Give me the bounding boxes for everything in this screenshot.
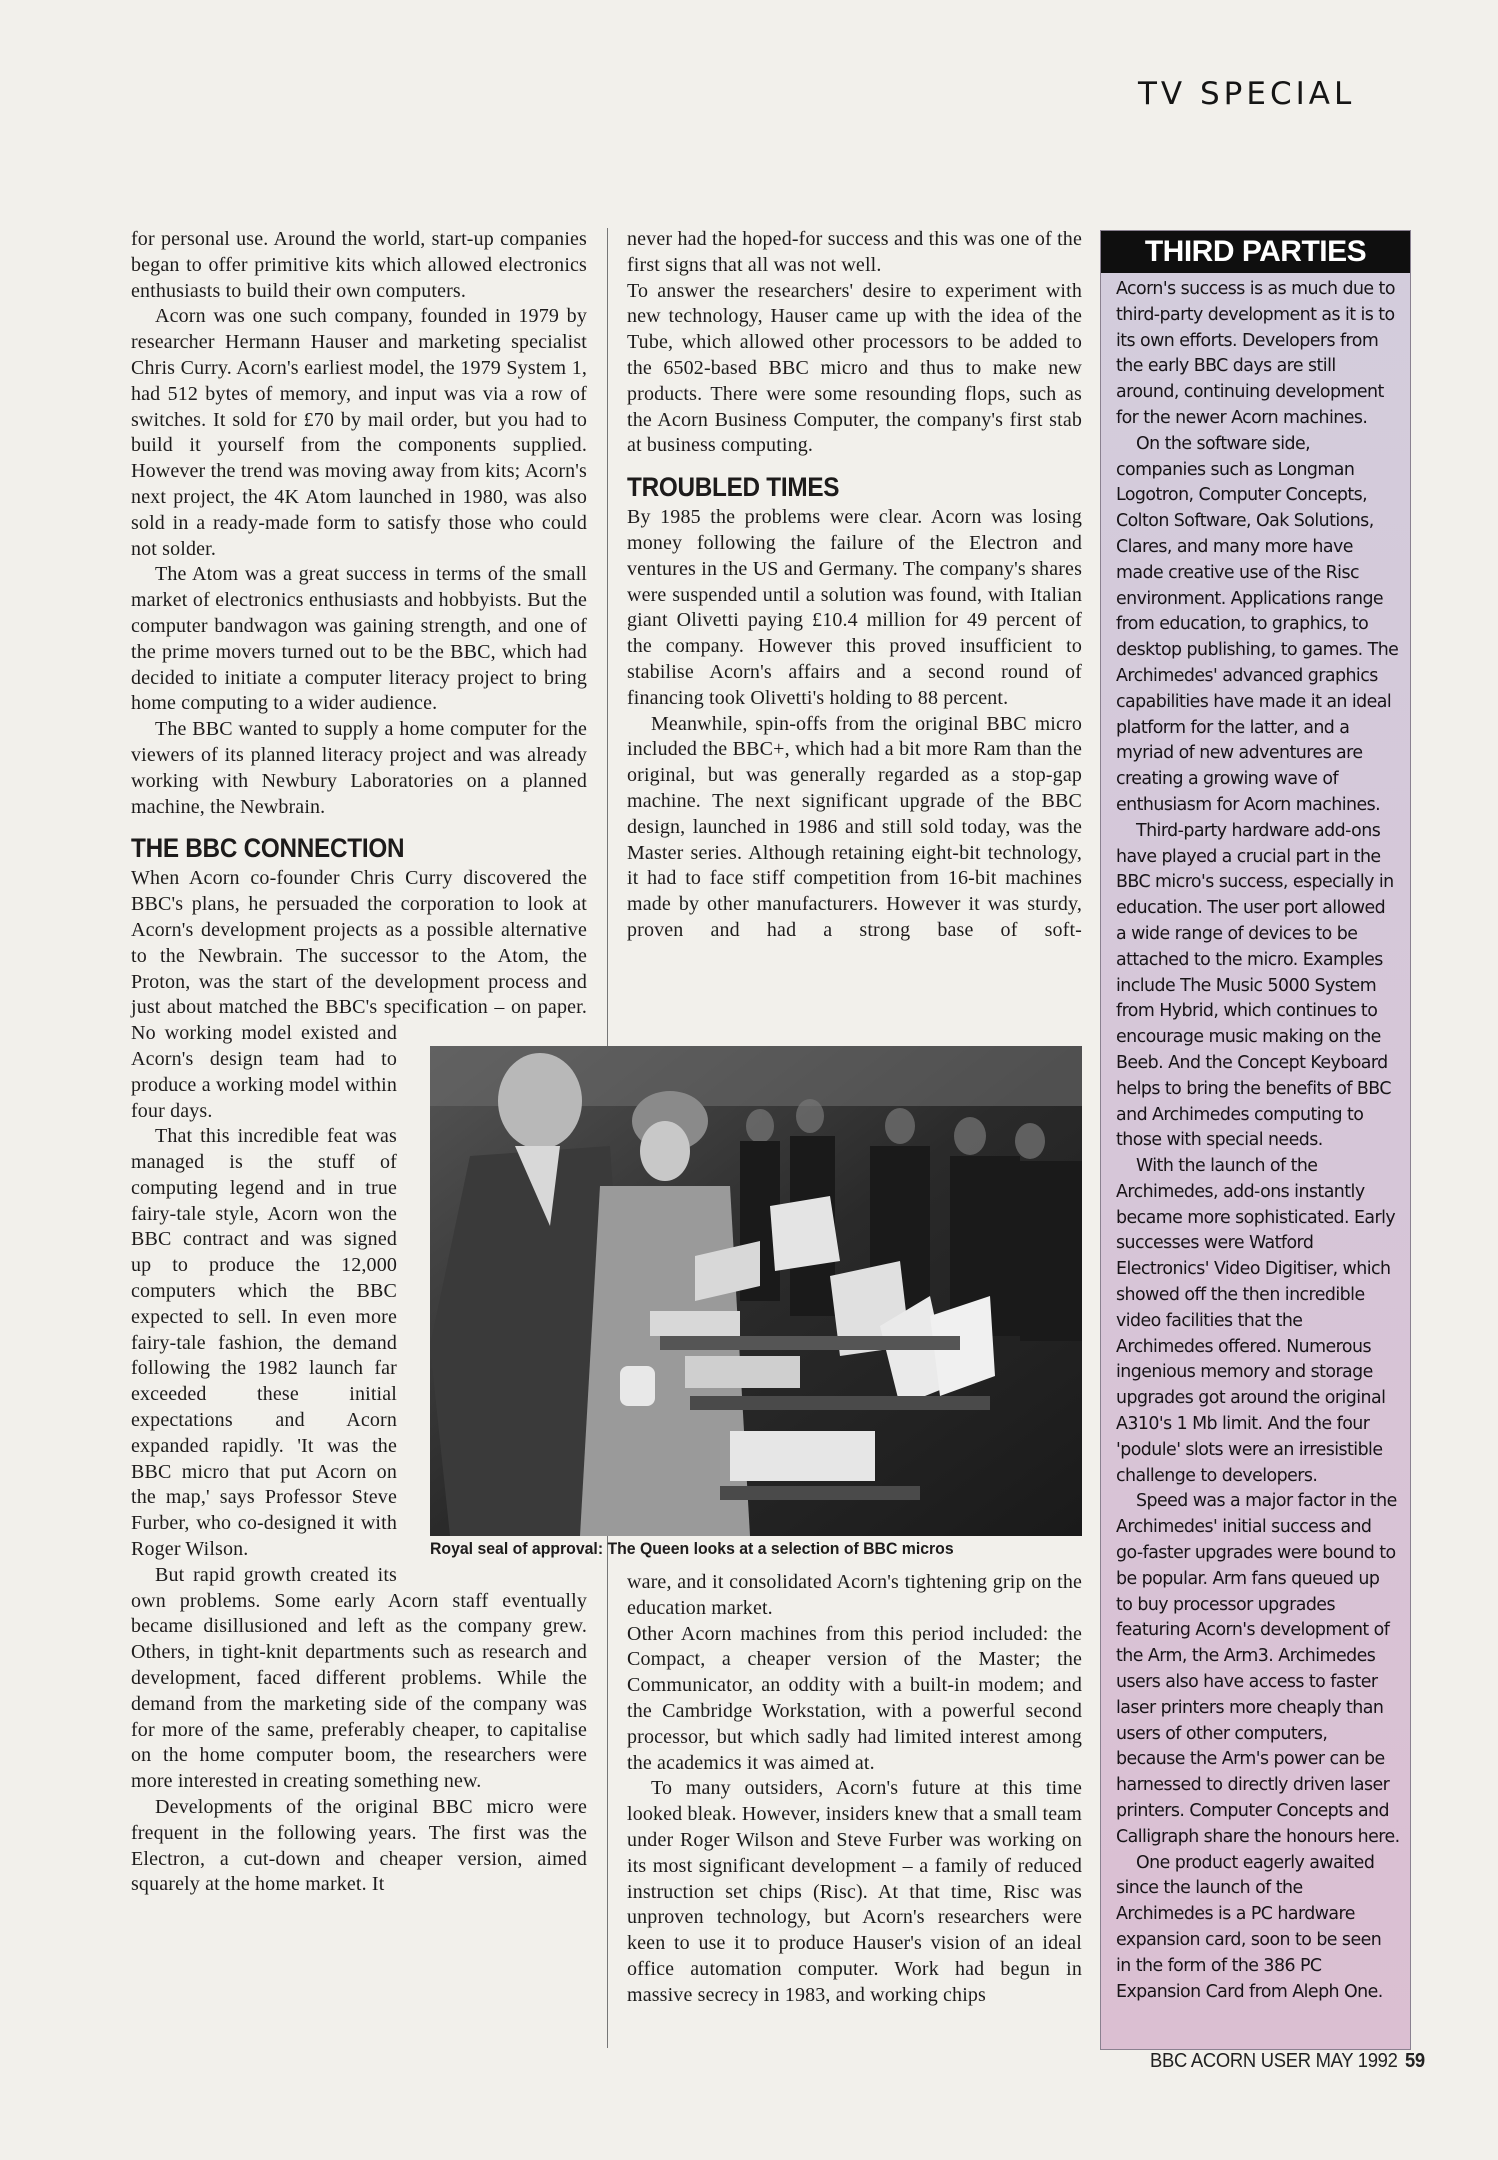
article-column-2-bottom — [627, 1570, 1082, 2009]
sidebar-paragraph: With the launch of the Archimedes, add-ons instantly became more sophisticated. Early successes were Watford Electronics' Video Digitiser, which showed off the then incredible video facilities that the Archimedes offered. Numerous ingenious memory and storage upgrades got around the original A310's 1 Mb limit. And the four 'podule' slots were an irresistible challenge to developers. — [1116, 1156, 1396, 1486]
photo-queen-bbc-micros — [430, 1046, 1082, 1536]
paragraph: Developments of the original BBC micro were frequent in the following years. The first was the Electron, a cut-down and cheaper version, aimed squarely at the home market. It — [131, 1796, 587, 1896]
sidebar-paragraph: Acorn's success is as much due to third-party development as it is to its own efforts. Developers from the early BBC days are still around, continuing development for the newer Acorn machines. — [1116, 279, 1395, 428]
paragraph: The Atom was a great success in terms of the small market of electronics enthusiasts and hobbyists. But the computer bandwagon was gaining strength, and one of the prime movers turned out to be the BBC, which had decided to initiate a computer literacy project to bring home computing to a wider audience. — [131, 563, 587, 715]
paragraph: Other Acorn machines from this period included: the Compact, a cheaper version of the Master; the Communicator, an oddity with a built-in modem; and the Cambridge Workstation, with a powerful second processor, but which sadly had limited interest among the academics it was aimed at. — [627, 1622, 1082, 1774]
page-number: 59 — [1404, 2050, 1425, 2072]
sidebar-paragraph: On the software side, companies such as Longman Logotron, Computer Concepts, Colton Software, Oak Solutions, Clares, and many more have made creative use of the Risc environment. Applications range from education, to graphics, to desktop publishing, to games. The Archimedes' advanced graphics capabilities have made it an ideal platform for the latter, and a myriad of new adventures are creating a growing wave of enthusiasm for Acorn machines. — [1116, 433, 1399, 815]
paragraph: The BBC wanted to supply a home computer for the viewers of its planned literacy project and was already working with Newbury Laboratories on a planned machine, the Newbrain. — [131, 718, 587, 818]
publication-info: BBC ACORN USER MAY 1992 — [1150, 2050, 1398, 2072]
paragraph: That this incredible feat was managed is the stuff of computing legend and in true fairy-tale style, Acorn won the BBC contract and was signed up to produce the 12,000 computers which the BBC expected to sell. In even more fairy-tale fashion, the demand following the 1982 launch far exceeded these initial expectations and Acorn expanded rapidly. 'It was the BBC micro that put Acorn on the map,' says Professor Steve Furber, who co-designed it with Roger Wilson. — [131, 1125, 397, 1561]
sidebar-paragraph: One product eagerly awaited since the launch of the Archimedes is a PC hardware expansion card, soon to be seen in the form of the 386 PC Expansion Card from Aleph One. — [1116, 1852, 1383, 2002]
paragraph: But rapid growth created its own problems. Some early Acorn staff eventually became disillusioned and left as the company grew. Others, in tight-knit departments such as research and development, faced different problems. While the demand from the marketing side of the company was for more of the same, preferably cheaper, to capitalise on the home computer boom, the researchers were more interested in creating something new. — [131, 1563, 587, 1793]
paragraph: To answer the researchers' desire to experiment with new technology, Hauser came up with the idea of the Tube, which allowed other processors to be added to the 6502-based BBC micro and thus to make new products. There were some resounding flops, such as the Acorn Business Computer, the company's first stab at business computing. — [627, 279, 1082, 457]
paragraph: Meanwhile, spin-offs from the original BBC micro included the BBC+, which had a bit more Ram than the original, but was generally regarded as a stop-gap machine. The next significant upgrade of the BBC design, launched in 1986 and still sold today, was the Master series. Although retaining eight-bit technology, it had to face stiff competition from 16-bit machines made by other manufacturers. However it was sturdy, proven and had a strong base of soft- — [627, 712, 1082, 941]
paragraph: for personal use. Around the world, start-up companies began to offer primitive kits which allowed electronics enthusiasts to build their own computers. — [131, 228, 587, 302]
section-heading: TROUBLED TIMES — [627, 472, 840, 503]
paragraph: By 1985 the problems were clear. Acorn was losing money following the failure of the Electron and ventures in the US and Germany. The company's shares were suspended until a solution was found, with Italian giant Olivetti paying £10.4 million for 49 percent of the company. However this proved insufficient to stabilise Acorn's affairs and a second round of financing took Olivetti's holding to 88 percent. — [627, 506, 1082, 709]
sidebar-body — [1101, 273, 1410, 2005]
sidebar-third-parties — [1100, 230, 1411, 2050]
sidebar-paragraph: Speed was a major factor in the Archimedes' initial success and go-faster upgrades were bound to be popular. Arm fans queued up to buy processor upgrades featuring Acorn's development of the Arm, the Arm3. Archimedes users also have access to faster laser printers more cheaply than users of other computers, because the Arm's power can be harnessed to directly driven laser printers. Computer Concepts and Calligraph share the honours here. — [1116, 1491, 1400, 1847]
sidebar-paragraph: Third-party hardware add-ons have played a crucial part in the BBC micro's success, especially in education. The user port allowed a wide range of devices to be attached to the micro. Examples include The Music 5000 System from Hybrid, which continues to encourage music making on the Beeb. And the Concept Keyboard helps to bring the benefits of BBC and Archimedes computing to those with special needs. — [1116, 820, 1394, 1151]
sidebar-title: THIRD PARTIES — [1101, 231, 1410, 273]
paragraph: Acorn was one such company, founded in 1979 by researcher Hermann Hauser and marketing specialist Chris Curry. Acorn's earliest model, the 1979 System 1, had 512 bytes of memory, and input was via a row of switches. It sold for £70 by mail order, but you had to build it yourself from the components supplied. However the trend was moving away from kits; Acorn's next project, the 4K Atom launched in 1980, was also sold in a ready-made form to satisfy those who could not solder. — [131, 305, 587, 560]
photo-illustration — [430, 1046, 1082, 1536]
paragraph: When Acorn co-founder Chris Curry discovered the BBC's plans, he persuaded the corporation to look at Acorn's development projects as a possible alternative to the Newbrain. The successor to the Atom, the Proton, was the start of the development process and just about matched the BBC's specification – on paper. No working model existed and Acorn's design team had to produce a working model within four days. — [131, 867, 587, 1122]
page-footer — [1150, 2050, 1425, 2073]
photo-caption: Royal seal of approval: The Queen looks at a selection of BBC micros — [430, 1539, 954, 1558]
paragraph: ware, and it consolidated Acorn's tightening grip on the education market. — [627, 1571, 1082, 1619]
section-heading: THE BBC CONNECTION — [131, 833, 405, 864]
paragraph: To many outsiders, Acorn's future at this time looked bleak. However, insiders knew that a small team under Roger Wilson and Steve Furber was working on its most significant development – a family of reduced instruction set chips (Risc). At that time, Risc was unproven technology, but Acorn's researchers were keen to use it to produce Hauser's vision of an ideal office automation computer. Work had begun in massive secrecy in 1983, and working chips — [627, 1777, 1082, 2006]
paragraph: never had the hoped-for success and this was one of the first signs that all was not well. — [627, 228, 1082, 276]
section-label: TV SPECIAL — [1138, 76, 1356, 112]
article-column-2-top — [627, 227, 1082, 944]
